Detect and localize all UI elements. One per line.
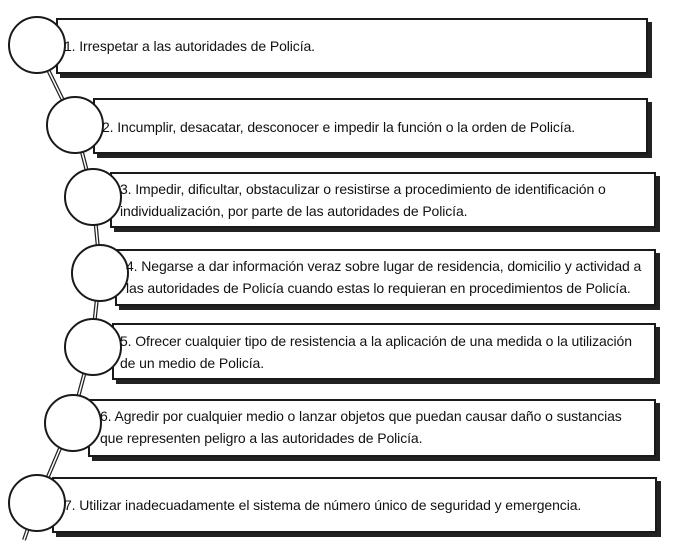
step-circle-2 xyxy=(46,96,104,154)
step-label-4: 4. Negarse a dar información veraz sobre lugar de residencia, domicilio y actividad a las autoridades de Policía cuando estas lo requieran en procedimientos de Policía. xyxy=(126,258,642,296)
step-label-5: 5. Ofrecer cualquier tipo de resistencia a la aplicación de una medida o la utilización de un medio de Policía. xyxy=(120,333,632,371)
step-label-2: 2. Incumplir, desacatar, desconocer e impedir la función o la orden de Policía. xyxy=(102,119,576,135)
step-label-3: 3. Impedir, dificultar, obstaculizar o resistirse a procedimiento de identificación o individualización, por parte de las autoridades de Policía. xyxy=(120,181,606,219)
step-circle-7 xyxy=(8,474,66,532)
step-label-6: 6. Agredir por cualquier medio o lanzar objetos que puedan causar daño o sustancias que representen peligro a las autoridades de Policía. xyxy=(100,408,622,446)
step-circle-6 xyxy=(44,394,102,452)
step-label-7: 7. Utilizar inadecuadamente el sistema de número único de seguridad y emergencia. xyxy=(64,497,582,513)
step-circle-1 xyxy=(8,16,66,74)
step-circle-4 xyxy=(71,244,129,302)
step-circle-3 xyxy=(64,168,122,226)
step-circle-5 xyxy=(64,318,122,376)
step-label-1: 1. Irrespetar a las autoridades de Policía. xyxy=(64,38,315,54)
